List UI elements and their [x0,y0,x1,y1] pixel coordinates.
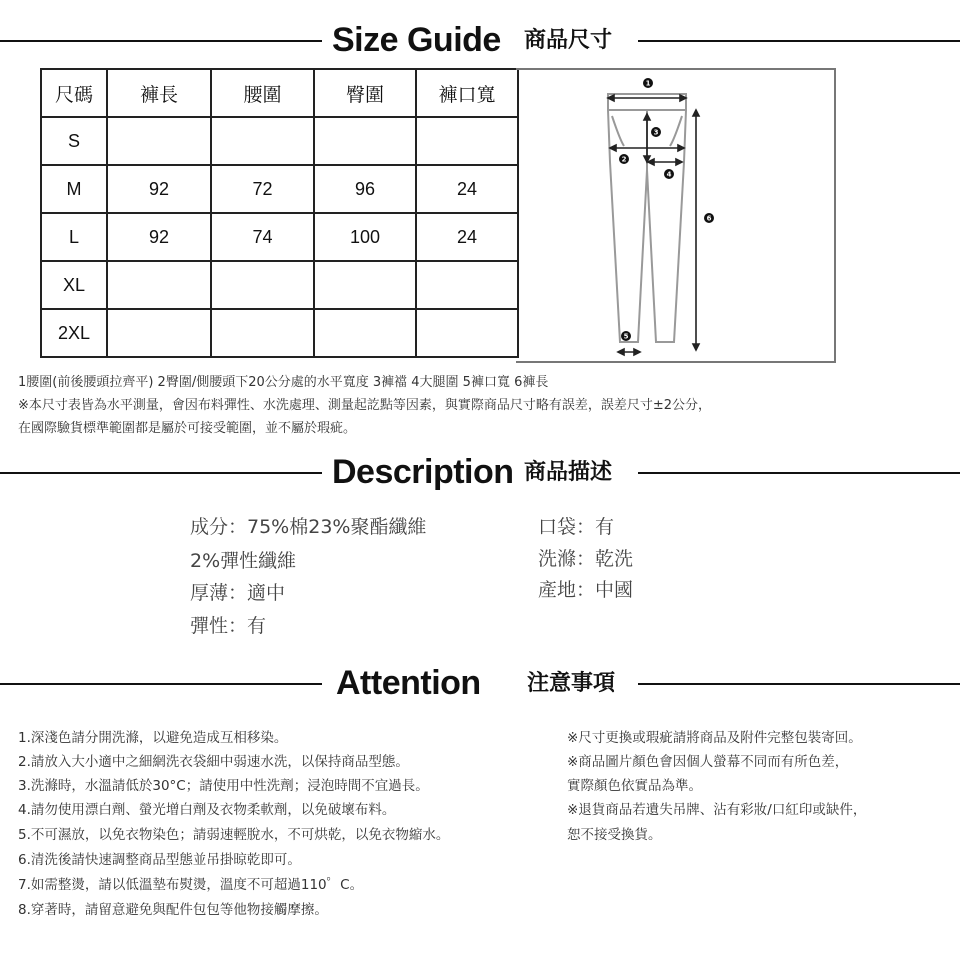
marker-3-label: 3 [653,128,659,137]
table-cell [314,117,416,165]
table-cell: 92 [107,213,211,261]
color-note: ※商品圖片顏色會因個人螢幕不同而有所色差， [567,754,849,770]
table-cell [416,309,518,357]
divider [638,683,960,685]
divider [0,40,322,42]
spec-material-cont: 2%彈性纖維 [190,550,297,572]
color-note-cont: 實際顏色依實品為準。 [567,778,702,794]
size-guide-title-zh: 商品尺寸 [524,28,613,53]
care-instruction: 4.請勿使用漂白劑、螢光增白劑及衣物柔軟劑，以免破壞布料。 [18,802,396,818]
marker-4-label: 4 [666,170,672,179]
table-cell: S [41,117,107,165]
return-policy-note: ※尺寸更換或瑕疵請將商品及附件完整包裝寄回。 [567,730,862,746]
care-instruction: 3.洗滌時，水溫請低於30°C；請使用中性洗劑；浸泡時間不宜過長。 [18,778,429,794]
header-hip: 臀圍 [314,69,416,117]
table-row [41,117,518,165]
divider [0,472,322,474]
table-row [41,213,518,261]
pants-measurement-diagram [516,68,836,363]
size-guide-title: Size Guide [332,21,501,59]
care-instruction: 7.如需整燙，請以低溫墊布熨燙，溫度不可超過110゜C。 [18,877,364,893]
divider [638,40,960,42]
header-hem-width: 褲口寬 [416,69,518,117]
table-cell: 2XL [41,309,107,357]
measurement-legend: 1腰圍(前後腰頭拉齊平) 2臀圍/側腰頭下20公分處的水平寬度 3褲襠 4大腿圍 5褲口寬 6褲長 [18,375,549,390]
spec-origin: 產地：中國 [538,579,634,601]
table-cell [314,309,416,357]
marker-6-label: 6 [706,214,712,223]
attention-header [0,663,960,703]
table-cell [107,309,211,357]
table-cell [416,117,518,165]
marker-1-label: 1 [645,79,651,88]
pocket-right [670,116,682,146]
spec-pocket: 口袋：有 [538,516,615,538]
description-title: Description [332,453,514,491]
table-cell: L [41,213,107,261]
marker-5-label: 5 [623,332,629,341]
table-cell [314,261,416,309]
care-instruction: 5.不可濕放，以免衣物染色；請弱速輕脫水，不可烘乾，以免衣物縮水。 [18,827,450,843]
table-cell: 92 [107,165,211,213]
care-instruction: 8.穿著時，請留意避免與配件包包等他物接觸摩擦。 [18,902,328,918]
header-length: 褲長 [107,69,211,117]
table-row [41,309,518,357]
description-title-zh: 商品描述 [524,460,613,485]
divider [638,472,960,474]
table-cell: 24 [416,165,518,213]
size-guide-header [0,20,960,60]
table-header-row [41,69,518,117]
return-policy-note: ※退貨商品若遺失吊牌、沾有彩妝/口紅印或缺件， [567,802,867,818]
pants-illustration [516,70,834,361]
care-instruction: 2.請放入大小適中之細網洗衣袋細中弱速水洗，以保持商品型態。 [18,754,409,770]
table-row [41,261,518,309]
table-cell [211,261,314,309]
measurement-note: ※本尺寸表皆為水平測量，會因布料彈性、水洗處理、測量起訖點等因素，與實際商品尺寸略有誤差，誤差尺寸±2公分， [18,398,712,413]
attention-title-zh: 注意事項 [527,671,616,696]
table-cell: XL [41,261,107,309]
pocket-left [612,116,624,146]
table-cell: 96 [314,165,416,213]
table-cell: 74 [211,213,314,261]
header-size: 尺碼 [41,69,107,117]
table-cell: 100 [314,213,416,261]
table-cell: 24 [416,213,518,261]
measurement-note: 在國際驗貨標準範圍都是屬於可接受範圍，並不屬於瑕疵。 [18,421,357,436]
table-row [41,165,518,213]
care-instruction: 1.深淺色請分開洗滌，以避免造成互相移染。 [18,730,288,746]
table-cell [107,117,211,165]
table-cell [107,261,211,309]
return-policy-note-cont: 恕不接受換貨。 [567,827,662,843]
table-cell [211,117,314,165]
divider [0,683,322,685]
table-cell [211,309,314,357]
marker-2-label: 2 [621,155,627,164]
table-cell [416,261,518,309]
spec-washing: 洗滌：乾洗 [538,548,634,570]
care-instruction: 6.清洗後請快速調整商品型態並吊掛晾乾即可。 [18,852,301,868]
spec-elasticity: 彈性：有 [190,615,267,637]
spec-thickness: 厚薄：適中 [190,582,286,604]
attention-title: Attention [336,664,481,702]
description-header [0,452,960,492]
table-cell: M [41,165,107,213]
header-waist: 腰圍 [211,69,314,117]
size-table [40,68,519,358]
table-cell: 72 [211,165,314,213]
spec-material: 成分：75%棉23%聚酯纖維 [190,516,427,538]
